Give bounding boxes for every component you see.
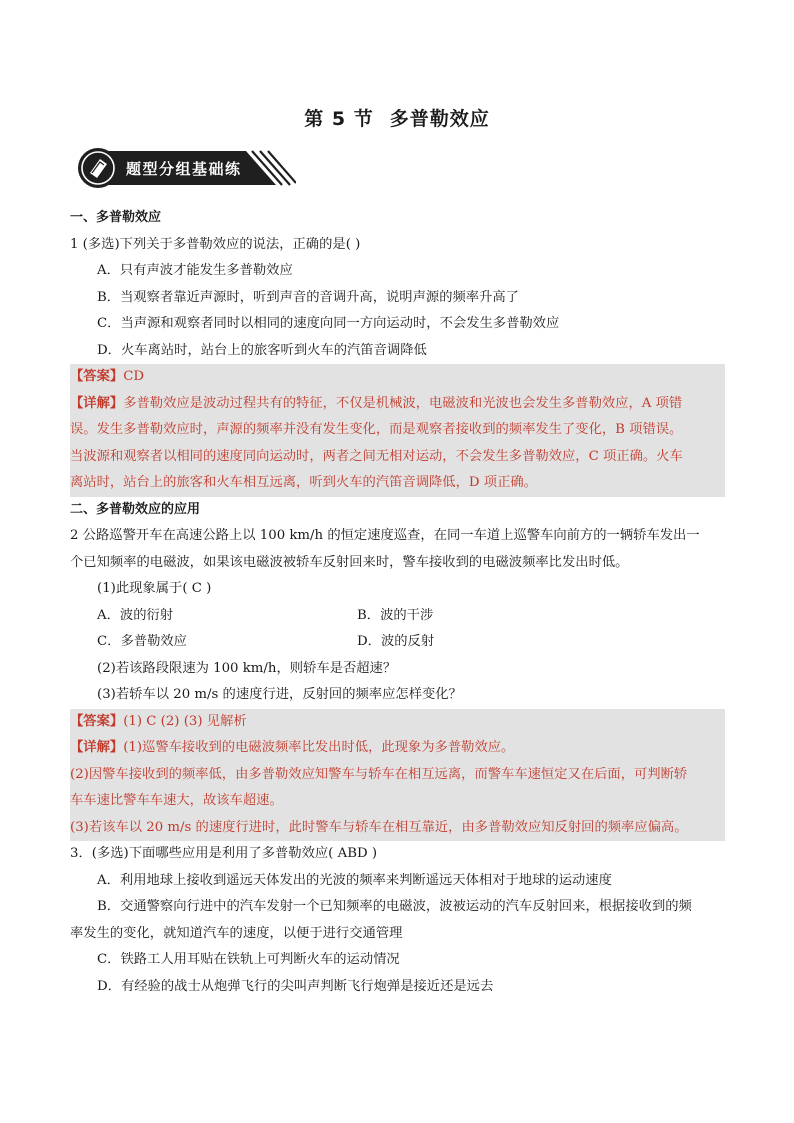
detail-line: (3)若该车以 20 m/s 的速度行进时，此时警车与轿车在相互靠近，由多普勒效应知反射回的频率应偏高。 — [70, 815, 725, 842]
question-3-option-c: C．铁路工人用耳贴在铁轨上可判断火车的运动情况 — [97, 952, 400, 967]
section-number: 第 5 节 — [304, 108, 374, 130]
section-heading-2: 二、多普勒效应的应用 — [70, 501, 201, 517]
section-banner — [76, 147, 296, 189]
detail-line: 误。发生多普勒效应时，声源的频率并没有发生变化，而是观察者接收到的频率发生了变化，B 项错误。 — [70, 417, 725, 444]
detail-tag: 【详解】 — [70, 395, 124, 411]
question-2-stem: 个已知频率的电磁波，如果该电磁波被轿车反射回来时，警车接收到的电磁波频率比发出时低。 — [70, 554, 629, 570]
question-2-option-c: C．多普勒效应 — [97, 634, 187, 649]
question-3-option-d: D．有经验的战士从炮弹飞行的尖叫声判断飞行炮弹是接近还是远去 — [97, 978, 494, 994]
question-2-option-d: D．波的反射 — [357, 634, 435, 649]
question-1-detail — [70, 391, 725, 497]
detail-line: 当波源和观察者以相同的速度同向运动时，两者之间无相对运动，不会发生多普勒效应，C 项正确。火车 — [70, 444, 725, 471]
question-1-option-c: C．当声源和观察者同时以相同的速度向同一方向运动时，不会发生多普勒效应 — [97, 316, 560, 331]
answer-tag: 【答案】 — [70, 713, 124, 729]
detail-tag: 【详解】 — [70, 740, 124, 755]
question-2-options-row — [70, 629, 725, 656]
question-2-sub-2: (2)若该路段限速为 100 km/h，则轿车是否超速？ — [97, 660, 397, 676]
detail-line: (1)巡警车接收到的电磁波频率比发出时低，此现象为多普勒效应。 — [123, 740, 515, 755]
page-title — [0, 104, 794, 131]
question-1-stem: 1 (多选)下列关于多普勒效应的说法，正确的是( ) — [70, 236, 361, 252]
answer-tag: 【答案】 — [70, 369, 124, 384]
question-2-detail — [70, 735, 725, 841]
answer-value: CD — [123, 369, 145, 384]
answer-value: (1) C (2) (3) 见解析 — [123, 713, 247, 729]
detail-line: (2)因警车接收到的频率低，由多普勒效应知警车与轿车在相互远离，而警车车速恒定又在后面，可判断轿 — [70, 762, 725, 789]
detail-line: 多普勒效应是波动过程共有的特征，不仅是机械波，电磁波和光波也会发生多普勒效应，A 项错 — [123, 395, 683, 411]
question-2-sub-1: (1)此现象属于( C ) — [97, 581, 212, 596]
question-1-option-a: A．只有声波才能发生多普勒效应 — [97, 263, 293, 278]
question-3-option-b: B．交通警察向行进中的汽车发射一个已知频率的电磁波，波被运动的汽车反射回来，根据接收到的频 — [97, 899, 692, 914]
banner-label: 题型分组基础练 — [126, 160, 242, 178]
detail-line: 车车速比警车车速大，故该车超速。 — [70, 788, 725, 815]
question-3-option-b-cont: 率发生的变化，就知道汽车的速度，以便于进行交通管理 — [70, 925, 403, 941]
question-2-stem: 2 公路巡警开车在高速公路上以 100 km/h 的恒定速度巡查，在同一车道上巡警车向前方的一辆轿车发出一 — [70, 528, 700, 543]
section-name: 多普勒效应 — [389, 108, 490, 130]
question-3-stem: 3．(多选)下面哪些应用是利用了多普勒效应( ABD ) — [70, 846, 378, 861]
content — [70, 205, 725, 1000]
question-2-options-row — [70, 603, 725, 630]
question-1-answer — [70, 364, 725, 391]
detail-line: 离站时，站台上的旅客和火车相互远离，听到火车的汽笛音调降低，D 项正确。 — [70, 470, 725, 497]
question-3-option-a: A．利用地球上接收到遥远天体发出的光波的频率来判断遥远天体相对于地球的运动速度 — [97, 872, 612, 888]
question-1-option-d: D．火车离站时，站台上的旅客听到火车的汽笛音调降低 — [97, 342, 427, 358]
question-2-option-b: B．波的干涉 — [357, 607, 434, 623]
section-heading-1: 一、多普勒效应 — [70, 210, 162, 225]
question-2-option-a: A．波的衍射 — [97, 607, 174, 623]
question-2-sub-3: (3)若轿车以 20 m/s 的速度行进，反射回的频率应怎样变化？ — [97, 687, 462, 702]
question-1-option-b: B．当观察者靠近声源时，听到声音的音调升高，说明声源的频率升高了 — [97, 289, 519, 305]
question-2-answer — [70, 709, 725, 736]
